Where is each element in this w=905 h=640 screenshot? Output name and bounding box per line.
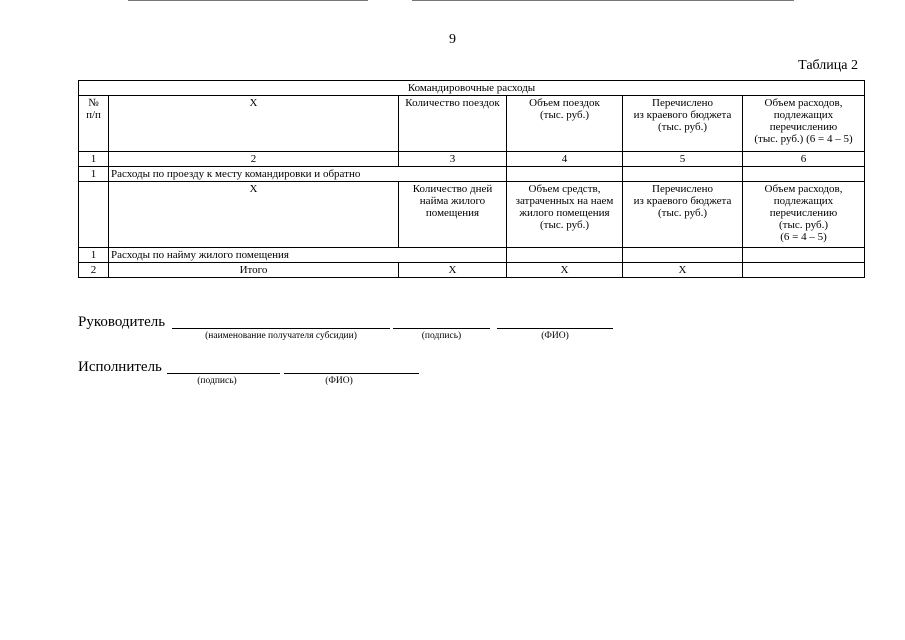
table-label: Таблица 2 [798,58,858,73]
total-cell: Х [507,263,623,278]
header-trips-volume: Объем поездок (тыс. руб.) [507,96,623,152]
header-transferred: Перечислено из краевого бюджета (тыс. руб.) [623,96,743,152]
empty-cell [743,263,865,278]
table-subheader-row [79,182,865,248]
table-row-housing [79,248,865,263]
empty-cell [507,167,623,182]
table-header-row [79,96,865,152]
row-label: Расходы по проезду к месту командировки и обратно [109,167,507,182]
header-num: № п/п [79,96,109,152]
empty-cell [743,248,865,263]
subheader-x: Х [109,182,399,248]
expenses-table [78,80,865,278]
subheader-funds: Объем средств, затраченных на наем жилого помещения (тыс. руб.) [507,182,623,248]
executor-fio-caption: (ФИО) [325,376,353,386]
top-edge-line-right [412,0,794,1]
executor-label: Исполнитель [78,359,162,375]
top-edge-line-left [128,0,368,1]
header-x: Х [109,96,399,152]
head-signature-caption: (подпись) [421,331,462,341]
col-number: 4 [507,152,623,167]
row-num: 1 [79,167,109,182]
col-number: 5 [623,152,743,167]
total-cell: Х [623,263,743,278]
executor-signature-caption: (подпись) [197,376,237,386]
head-fio-caption: (ФИО) [541,331,569,341]
subheader-transferred: Перечислено из краевого бюджета (тыс. руб.) [623,182,743,248]
empty-cell [623,167,743,182]
subheader-days: Количество дней найма жилого помещения [399,182,507,248]
executor-signature-line [167,373,280,374]
table-title-row [79,81,865,96]
table-title: Командировочные расходы [79,81,865,96]
page-number: 9 [449,32,456,47]
head-label: Руководитель [78,314,166,330]
head-signature-line [393,328,490,329]
executor-fio-line [284,373,419,374]
subheader-to-transfer: Объем расходов, подлежащих перечислению (тыс. руб.) (6 = 4 – 5) [743,182,865,248]
row-label: Расходы по найму жилого помещения [109,248,507,263]
total-cell: Х [399,263,507,278]
head-fio-line [497,328,613,329]
row-label: Итого [109,263,399,278]
column-numbers-row [79,152,865,167]
col-number: 3 [399,152,507,167]
col-number: 2 [109,152,399,167]
header-to-transfer: Объем расходов, подлежащих перечислению (тыс. руб.) (6 = 4 – 5) [743,96,865,152]
col-number: 6 [743,152,865,167]
row-num: 1 [79,248,109,263]
head-org-line [172,328,390,329]
empty-cell [79,182,109,248]
col-number: 1 [79,152,109,167]
table-row-travel [79,167,865,182]
empty-cell [743,167,865,182]
empty-cell [623,248,743,263]
table-row-total [79,263,865,278]
empty-cell [507,248,623,263]
header-trips-count: Количество поездок [399,96,507,152]
head-org-caption: (наименование получателя субсидии) [205,331,357,341]
row-num: 2 [79,263,109,278]
